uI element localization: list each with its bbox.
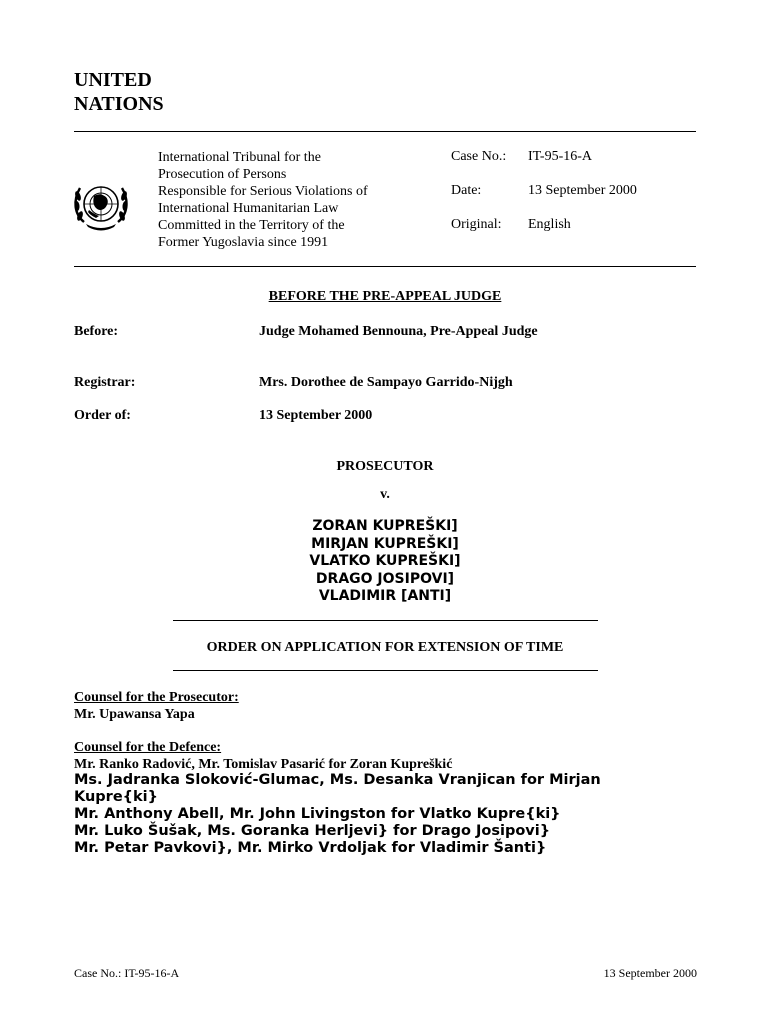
tribunal-line: Responsible for Serious Violations of — [158, 184, 368, 199]
tribunal-line: International Tribunal for the — [158, 150, 321, 165]
header-bottom-rule — [74, 266, 696, 267]
title-bottom-rule — [173, 670, 598, 671]
registrar-value: Mrs. Dorothee de Sampayo Garrido-Nijgh — [259, 375, 513, 390]
organization-name-line1: UNITED — [74, 69, 152, 91]
tribunal-line: Former Yugoslavia since 1991 — [158, 235, 329, 250]
case-number-label: Case No.: — [451, 149, 507, 164]
defence-counsel-list — [74, 772, 674, 857]
prosecutor-title: PROSECUTOR — [336, 459, 434, 474]
organization-name-line2: NATIONS — [74, 93, 164, 115]
before-value: Judge Mohamed Bennouna, Pre-Appeal Judge — [259, 324, 538, 339]
before-label: Before: — [74, 324, 119, 339]
defence-counsel-line: Mr. Petar Pavkovi}, Mr. Mirko Vrdoljak for Vladimir Šanti} — [74, 840, 547, 856]
date-label: Date: — [451, 183, 482, 198]
defence-counsel-heading: Counsel for the Defence: — [74, 740, 222, 755]
accused-name: VLATKO KUPREŠKI] — [309, 553, 461, 569]
date-value: 13 September 2000 — [528, 183, 637, 198]
accused-name: VLADIMIR [ANTI] — [318, 588, 452, 604]
defence-counsel-line: Mr. Anthony Abell, Mr. John Livingston for Vlatko Kupre{ki} — [74, 806, 561, 822]
title-top-rule — [173, 620, 598, 621]
tribunal-name — [158, 149, 408, 251]
order-date-label: Order of: — [74, 408, 131, 423]
accused-name: MIRJAN KUPREŠKI] — [311, 535, 459, 552]
accused-list — [160, 518, 610, 606]
original-label: Original: — [451, 217, 502, 232]
registrar-label: Registrar: — [74, 375, 136, 390]
tribunal-line: Prosecution of Persons — [158, 167, 287, 182]
prosecutor-counsel-heading: Counsel for the Prosecutor: — [74, 690, 239, 705]
original-value: English — [528, 217, 571, 232]
organization-name — [74, 68, 164, 116]
accused-name: ZORAN KUPREŠKI] — [312, 518, 458, 534]
section-heading: BEFORE THE PRE-APPEAL JUDGE — [268, 289, 502, 304]
footer-date: 13 September 2000 — [603, 966, 697, 980]
prosecutor-counsel-name: Mr. Upawansa Yapa — [74, 707, 195, 722]
tribunal-line: Committed in the Territory of the — [158, 218, 345, 233]
accused-name: DRAGO JOSIPOVI] — [315, 570, 455, 587]
defence-counsel-line: Ms. Jadranka Sloković-Glumac, Ms. Desanka Vranjican for Mirjan — [74, 772, 601, 788]
defence-counsel-line: Mr. Luko Šušak, Ms. Goranka Herljevi} for Drago Josipovi} — [74, 823, 551, 839]
defence-counsel-line: Kupre{ki} — [74, 789, 158, 805]
order-title: ORDER ON APPLICATION FOR EXTENSION OF TIME — [206, 640, 564, 655]
header-top-rule — [74, 131, 696, 132]
case-number-value: IT-95-16-A — [528, 149, 593, 164]
order-date-value: 13 September 2000 — [259, 408, 373, 423]
versus-text: v. — [380, 487, 390, 502]
footer-case-number: Case No.: IT-95-16-A — [74, 966, 180, 980]
defence-counsel-first: Mr. Ranko Radović, Mr. Tomislav Pasarić for Zoran Kupreškić — [74, 757, 453, 772]
tribunal-line: International Humanitarian Law — [158, 201, 339, 216]
un-emblem-icon — [72, 178, 130, 234]
